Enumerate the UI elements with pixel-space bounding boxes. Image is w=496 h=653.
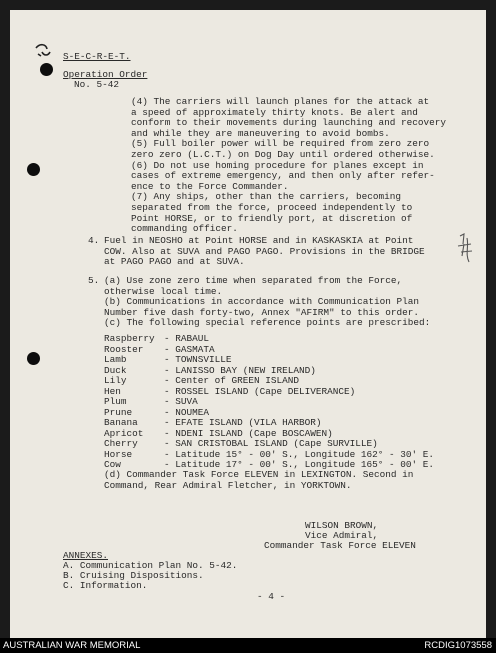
reference-point-row	[104, 418, 464, 428]
staple-mark	[32, 40, 54, 62]
reference-point-code: Horse	[104, 448, 133, 460]
paragraph-4-text: Fuel in NEOSHO at Point HORSE and in KASKASKIA at Point COW. Also at SUVA and PAGO PAGO. Provisions in the BRIDGE at PAGO PAGO and at SUVA.	[104, 235, 425, 268]
page-number: - 4 -	[257, 591, 286, 602]
reference-point-location: - ROSSEL ISLAND (Cape DELIVERANCE)	[164, 385, 356, 397]
reference-point-row	[104, 397, 464, 407]
reference-point-location: - RABAUL	[164, 333, 210, 344]
signature-name: WILSON BROWN,	[305, 520, 379, 531]
reference-point-code: Cow	[104, 459, 121, 470]
punch-hole	[27, 352, 40, 365]
annex-item: A. Communication Plan No. 5-42.	[63, 560, 238, 571]
archive-id: RCDIG1073558	[424, 640, 492, 651]
reference-point-location: - GASMATA	[164, 343, 215, 355]
reference-point-location: - Latitude 17° - 00' S., Longitude 165° - 00' E.	[164, 459, 435, 470]
reference-point-location: - SAN CRISTOBAL ISLAND (Cape SURVILLE)	[164, 438, 378, 449]
order-number: No. 5-42	[74, 79, 120, 90]
reference-point-code: Rooster	[104, 343, 144, 355]
paragraph-5-number: 5.	[88, 275, 100, 286]
reference-point-code: Cherry	[104, 438, 138, 449]
paragraph-5d-text: (d) Commander Task Force ELEVEN in LEXINGTON. Second in Command, Rear Admiral Fletcher, in YORKTOWN.	[104, 469, 414, 491]
annex-item: C. Information.	[63, 580, 148, 591]
reference-point-code: Hen	[104, 385, 121, 397]
reference-point-row	[104, 355, 464, 365]
classification-marking: S-E-C-R-E-T.	[63, 51, 131, 62]
reference-point-row	[104, 376, 464, 386]
signature-rank: Vice Admiral,	[305, 530, 379, 541]
reference-point-row	[104, 439, 464, 449]
handwritten-annotation	[455, 232, 477, 272]
signature-title: Commander Task Force ELEVEN	[264, 540, 416, 551]
paragraph-5-text: (a) Use zone zero time when separated from the Force, otherwise local time. (b) Communications in accordance with Communication Plan Number five dash forty-two, Annex "AFIRM" to this order. (c) The following special reference points are prescribed:	[104, 275, 431, 329]
reference-point-code: Duck	[104, 364, 127, 376]
reference-point-row	[104, 334, 464, 344]
punch-hole	[27, 163, 40, 176]
reference-point-code: Banana	[104, 417, 138, 428]
reference-point-code: Plum	[104, 396, 127, 407]
reference-point-location: - Center of GREEN ISLAND	[164, 375, 300, 386]
reference-point-code: Lily	[104, 375, 127, 386]
reference-point-code: Apricot	[104, 427, 144, 439]
reference-point-location: - TOWNSVILLE	[164, 354, 232, 365]
order-title: Operation Order	[63, 69, 148, 80]
reference-point-location: - LANISSO BAY (NEW IRELAND)	[164, 364, 316, 376]
annex-item: B. Cruising Dispositions.	[63, 570, 204, 581]
reference-point-row	[104, 345, 464, 355]
reference-point-location: - SUVA	[164, 396, 198, 407]
reference-point-location: - Latitude 15° - 00' S., Longitude 162° - 30' E.	[164, 448, 435, 460]
reference-point-location: - NOUMEA	[164, 406, 210, 418]
punch-hole	[40, 63, 53, 76]
reference-point-code: Lamb	[104, 354, 127, 365]
reference-point-code: Prune	[104, 406, 133, 418]
archive-footer	[0, 638, 496, 653]
reference-point-location: - NDENI ISLAND (Cape BOSCAWEN)	[164, 427, 333, 439]
paragraph-3-continued: (4) The carriers will launch planes for the attack at a speed of approximately thirty knots. Be alert and conform to their movements during launching and recovery and while they are maneuvering to avoid bombs. (5) Full boiler power will be required from zero zero zero zero (L.C.T.) on Dog Day until ordered otherwise. (6) Do not use homing procedure for planes except in cases of extreme emergency, and then only after refer- ence to the Force Commander. (7) Any ships, other than the carriers, becoming separated from the force, proceed independently to Point HORSE, or to friendly port, at discretion of commanding officer.	[131, 96, 447, 235]
annexes-heading: ANNEXES.	[63, 550, 109, 561]
document-page	[10, 10, 486, 638]
reference-point-code: Raspberry	[104, 333, 155, 344]
reference-point-location: - EFATE ISLAND (VILA HARBOR)	[164, 417, 322, 428]
paragraph-4-number: 4.	[88, 235, 100, 246]
reference-point-row	[104, 387, 464, 397]
archive-name: AUSTRALIAN WAR MEMORIAL	[3, 640, 141, 651]
